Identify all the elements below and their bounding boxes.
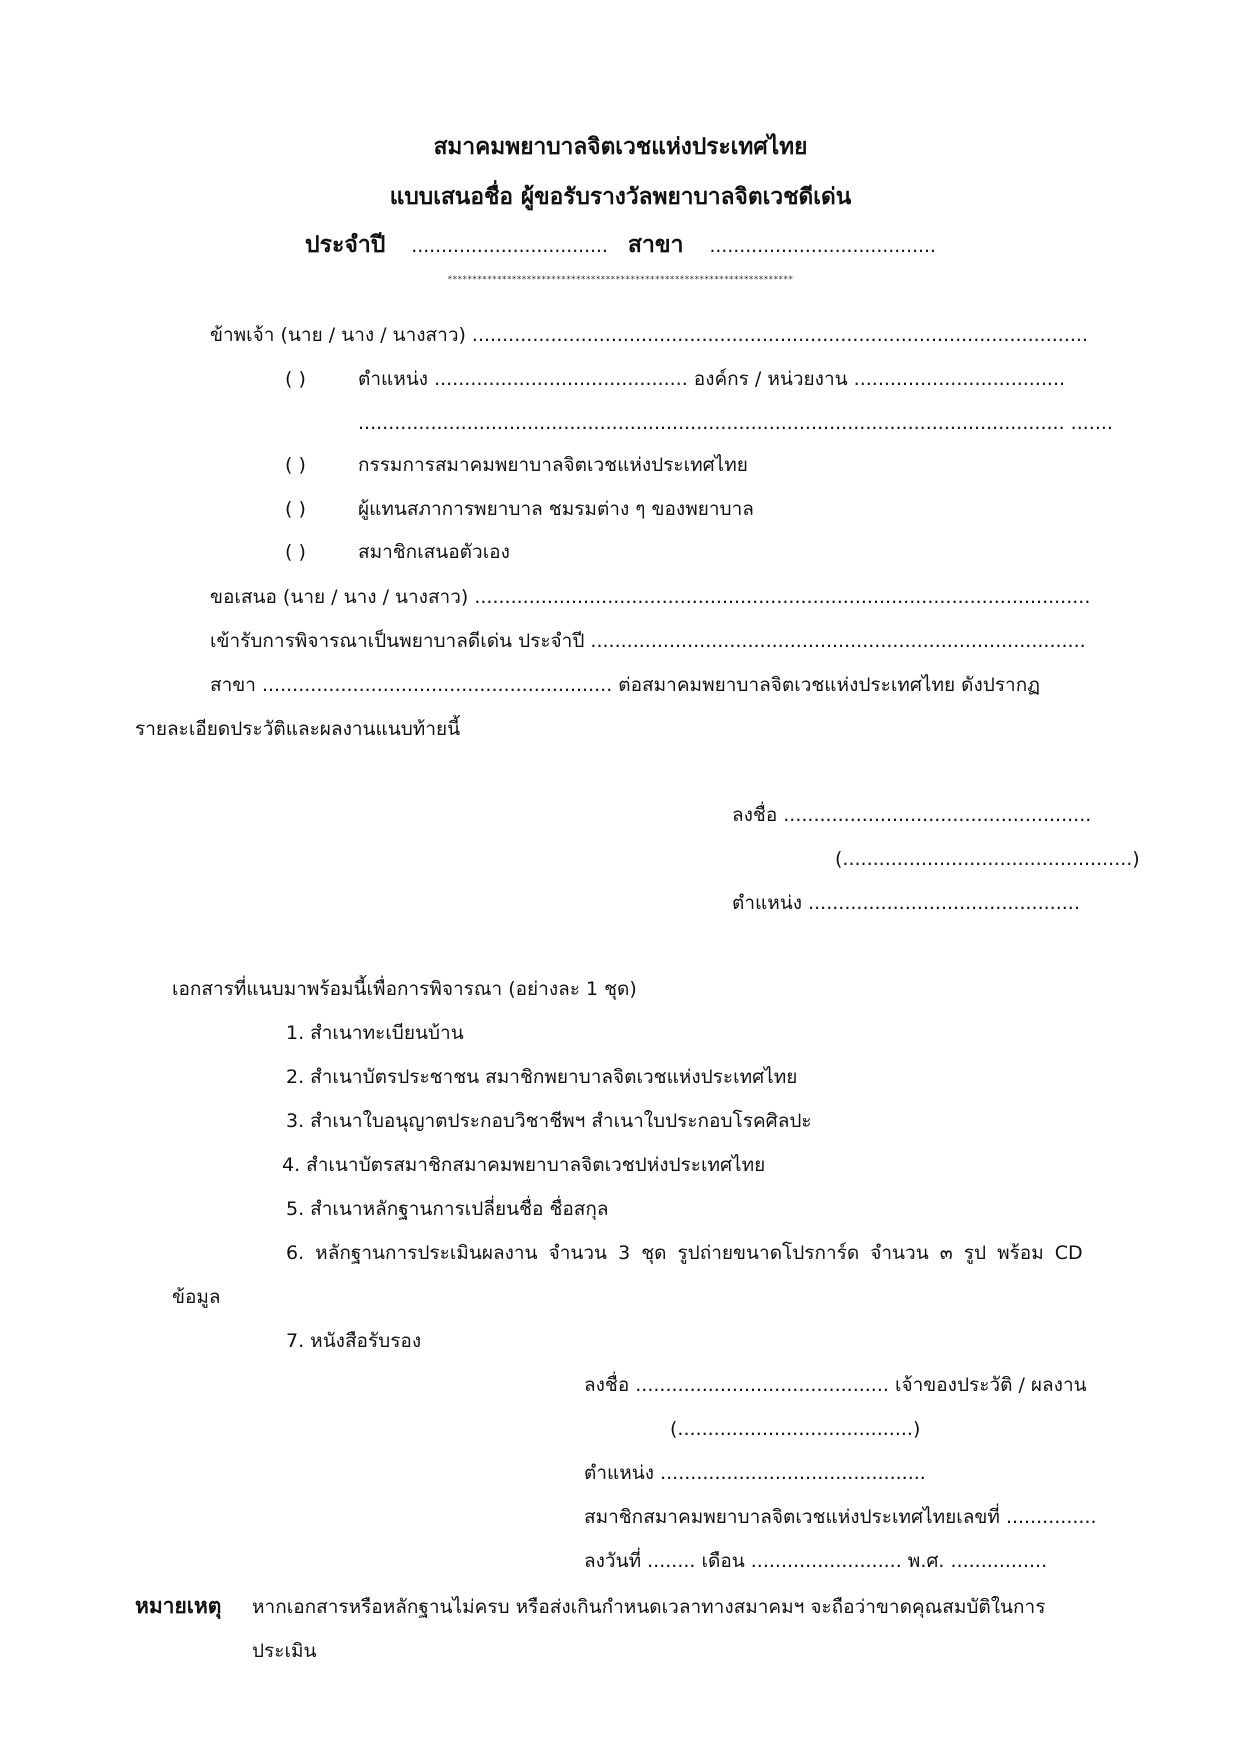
year-label: ประจำปี bbox=[305, 232, 386, 258]
committee-label: กรรมการสมาคมพยาบาลจิตเวชแห่งประเทศไทย bbox=[358, 454, 748, 476]
note-label: หมายเหตุ bbox=[135, 1594, 222, 1618]
signature2-name: (.......................................) bbox=[670, 1418, 921, 1440]
checkbox-committee[interactable]: ( ) bbox=[285, 454, 306, 476]
representative-label: ผู้แทนสภาการพยาบาล ชมรมต่าง ๆ ของพยาบาล bbox=[358, 498, 754, 520]
document-item: 2. สำเนาบัตรประชาชน สมาชิกพยาบาลจิตเวชแห่งประเทศไทย bbox=[286, 1066, 798, 1088]
document-item: 1. สำเนาทะเบียนบ้าน bbox=[286, 1022, 464, 1044]
document-item: 4. สำเนาบัตรสมาชิกสมาคมพยาบาลจิตเวชปห่งประเทศไทย bbox=[282, 1154, 766, 1176]
document-item: 6. หลักฐานการประเมินผลงาน จำนวน 3 ชุด รูปถ่ายขนาดโปรการ์ด จำนวน ๓ รูป พร้อม CD bbox=[286, 1242, 1083, 1264]
signature2-position: ตำแหน่ง ............................................ bbox=[584, 1462, 926, 1484]
self-label: สมาชิกเสนอตัวเอง bbox=[358, 541, 510, 563]
document-item-cont: ข้อมูล bbox=[172, 1286, 221, 1308]
details-line: รายละเอียดประวัติและผลงานแนบท้ายนี้ bbox=[135, 718, 461, 740]
branch-blank: ...................................... bbox=[709, 236, 936, 257]
year-blank: ................................. bbox=[411, 236, 608, 257]
signature2-date: ลงวันที่ ........ เดือน ......................... พ.ศ. ................ bbox=[584, 1550, 1048, 1572]
org-title: สมาคมพยาบาลจิตเวชแห่งประเทศไทย bbox=[433, 134, 808, 160]
checkbox-self[interactable]: ( ) bbox=[285, 541, 306, 563]
branch-label: สาขา bbox=[627, 232, 684, 258]
year-branch-line bbox=[0, 234, 1241, 257]
note-text-cont: ประเมิน bbox=[252, 1640, 317, 1662]
document-item: 5. สำเนาหลักฐานการเปลี่ยนชื่อ ชื่อสกุล bbox=[286, 1198, 609, 1220]
position-line: ตำแหน่ง .......................................... องค์กร / หน่วยงาน ................................... bbox=[358, 368, 1066, 390]
note-text: หากเอกสารหรือหลักฐานไม่ครบ หรือส่งเกินกำหนดเวลาทางสมาคมฯ จะถือว่าขาดคุณสมบัติในการ bbox=[252, 1596, 1046, 1618]
separator-stars: ********************************************************************** bbox=[447, 275, 794, 285]
checkbox-position[interactable]: ( ) bbox=[285, 368, 306, 390]
nominee-line: ขอเสนอ (นาย / นาง / นางสาว) ...................................................................................................... bbox=[210, 586, 1091, 608]
signature2-member-number: สมาชิกสมาคมพยาบาลจิตเวชแห่งประเทศไทยเลขที่ ............... bbox=[584, 1506, 1097, 1528]
branch-line: สาขา .......................................................... ต่อสมาคมพยาบาลจิตเวชแห่งประเทศไทย ดังปรากฏ bbox=[210, 674, 1040, 696]
checkbox-representative[interactable]: ( ) bbox=[285, 498, 306, 520]
documents-heading: เอกสารที่แนบมาพร้อมนี้เพื่อการพิจารณา (อย่างละ 1 ชุด) bbox=[172, 978, 637, 1000]
signature1-position: ตำแหน่ง ............................................. bbox=[732, 892, 1080, 914]
document-item: 7. หนังสือรับรอง bbox=[286, 1330, 422, 1352]
signature1-sign: ลงชื่อ ................................................... bbox=[732, 804, 1092, 826]
signature2-sign: ลงชื่อ .......................................... เจ้าของประวัติ / ผลงาน bbox=[584, 1374, 1087, 1396]
document-item: 3. สำเนาใบอนุญาตประกอบวิชาชีพฯ สำเนาใบประกอบโรคศิลปะ bbox=[286, 1110, 812, 1132]
consider-line: เข้ารับการพิจารณาเป็นพยาบาลดีเด่น ประจำปี .................................................................................. bbox=[210, 630, 1086, 652]
signature1-name: (................................................) bbox=[835, 848, 1140, 870]
form-title: แบบเสนอชื่อ ผู้ขอรับรางวัลพยาบาลจิตเวชดีเด่น bbox=[389, 184, 852, 210]
position-line-cont: ..................................................................................................................... ....... bbox=[358, 412, 1113, 434]
applicant-line: ข้าพเจ้า (นาย / นาง / นางสาว) ...................................................................................................... bbox=[210, 324, 1088, 346]
